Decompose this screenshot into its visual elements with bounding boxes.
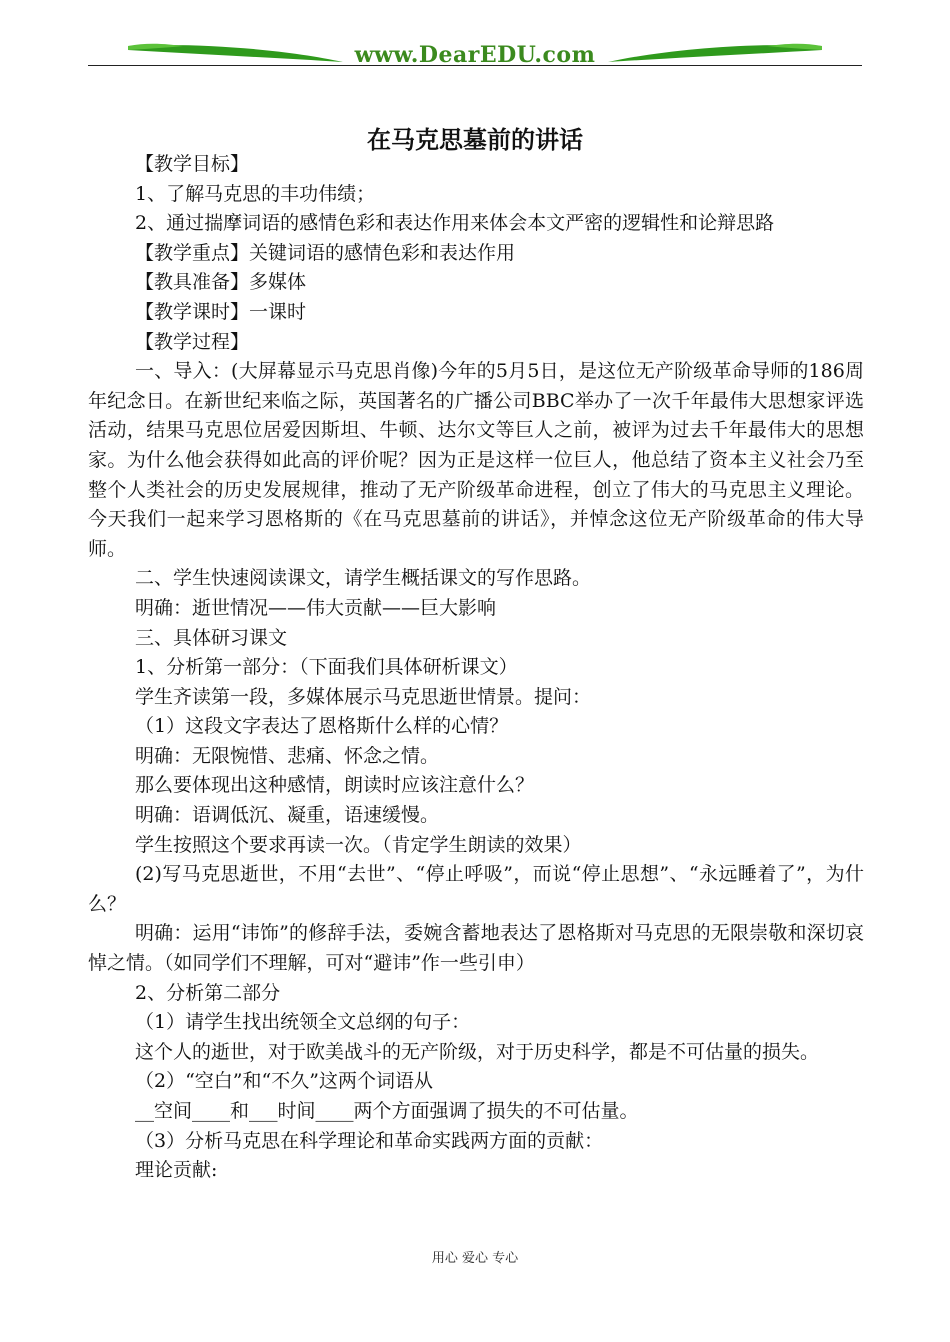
goal-item-1: 1、了解马克思的丰功伟绩； bbox=[135, 182, 376, 205]
answer-2: 明确：运用“讳饰”的修辞手法，委婉含蓄地表达了恩格斯对马克思的无限崇敬和深切哀悼之情。（如同学们不理解，可对“避讳”作一些引申） bbox=[88, 922, 864, 975]
step-two: 二、学生快速阅读课文，请学生概括课文的写作思路。 bbox=[135, 567, 592, 590]
page-title: 在马克思墓前的讲话 bbox=[367, 126, 583, 154]
part-one-reading: 学生齐读第一段，多媒体展示马克思逝世情景。提问： bbox=[135, 685, 592, 708]
goal-item-2: 2、通过揣摩词语的感情色彩和表达作用来体会本文严密的逻辑性和论辩思路 bbox=[135, 212, 775, 235]
part-two-question-1: （1）请学生找出统领全文总纲的句子： bbox=[135, 1011, 471, 1034]
document-body bbox=[88, 150, 864, 1186]
part-two-heading: 2、分析第二部分 bbox=[135, 981, 281, 1004]
page-footer: 用心 爱心 专心 bbox=[431, 1251, 519, 1266]
site-logo-text[interactable]: www.DearEDU.com bbox=[354, 42, 596, 68]
re-read-instruction: 学生按照这个要求再读一次。（肯定学生朗读的效果） bbox=[135, 833, 582, 856]
site-header-banner bbox=[88, 28, 862, 73]
answer-1: 明确：无限惋惜、悲痛、怀念之情。 bbox=[135, 744, 440, 767]
step-three: 三、具体研习课文 bbox=[135, 626, 288, 649]
intro-paragraph: 一、导入：(大屏幕显示马克思肖像)今年的5月5日，是这位无产阶级革命导师的186周年纪念日。在新世纪来临之际，英国著名的广播公司BBC举办了一次千年最伟大思想家评选活动，结果马克思位居爱因斯坦、牛顿、达尔文等巨人之前，被评为过去千年最伟大的思想家。为什么他会获得如此高的评价呢？因为正是这样一位巨人，他总结了资本主义社会乃至整个人类社会的历史发展规律，推动了无产阶级革命进程，创立了伟大的马克思主义理论。今天我们一起来学习恩格斯的《在马克思墓前的讲话》，并悼念这位无产阶级革命的伟大导师。 bbox=[88, 360, 864, 560]
key-points: 【教学重点】关键词语的感情色彩和表达作用 bbox=[135, 241, 516, 264]
section-heading-goals: 【教学目标】 bbox=[135, 153, 250, 175]
teaching-aids: 【教具准备】多媒体 bbox=[135, 271, 307, 294]
answer-reading: 明确：语调低沉、凝重，语速缓慢。 bbox=[135, 804, 440, 827]
answer-structure: 明确：逝世情况——伟大贡献——巨大影响 bbox=[135, 596, 497, 619]
question-2: (2)写马克思逝世，不用“去世”、“停止呼吸”，而说“停止思想”、“永远睡着了”，为什么？ bbox=[88, 863, 864, 915]
theory-contribution-label: 理论贡献: bbox=[135, 1159, 218, 1182]
follow-up-question: 那么要体现出这种感情，朗读时应该注意什么？ bbox=[135, 774, 535, 797]
question-1: （1）这段文字表达了恩格斯什么样的心情？ bbox=[135, 715, 509, 738]
class-hours: 【教学课时】一课时 bbox=[135, 300, 307, 323]
key-sentence: 这个人的逝世，对于欧美战斗的无产阶级，对于历史科学，都是不可估量的损失。 bbox=[135, 1040, 820, 1063]
part-two-question-2: （2）“空白”和“不久”这两个词语从 bbox=[135, 1070, 433, 1093]
part-one-heading: 1、分析第一部分：（下面我们具体研析课文） bbox=[135, 656, 518, 679]
section-heading-process: 【教学过程】 bbox=[135, 330, 250, 353]
header-divider bbox=[88, 65, 862, 66]
part-two-question-3: （3）分析马克思在科学理论和革命实践两方面的贡献： bbox=[135, 1129, 604, 1152]
fill-in-blank: __空间____和___时间____两个方面强调了损失的不可估量。 bbox=[135, 1100, 639, 1122]
